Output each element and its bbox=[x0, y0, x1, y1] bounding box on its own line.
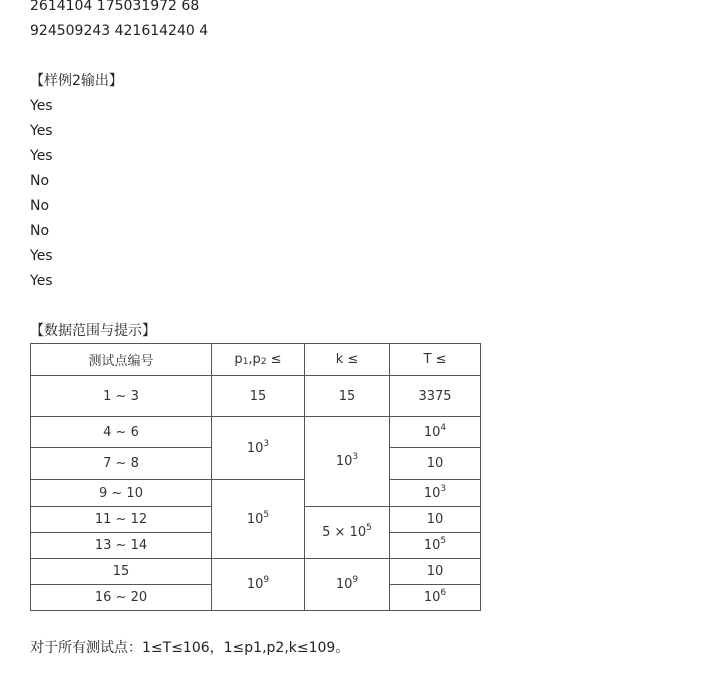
t-base: 10 bbox=[423, 485, 441, 501]
cell-t-bound: 10 bbox=[390, 559, 481, 585]
table-row bbox=[31, 480, 481, 507]
k-exponent: 9 bbox=[352, 575, 359, 585]
header-p-comma: ,p bbox=[248, 352, 261, 367]
cell-test-id: 4 ~ 6 bbox=[31, 417, 212, 448]
k-prefix: 5 × 10 bbox=[322, 525, 367, 540]
cell-p-bound-merged bbox=[212, 480, 305, 559]
header-p-sub1: 1 bbox=[242, 357, 249, 367]
sample-input-line: 924509243 421614240 4 bbox=[30, 23, 209, 39]
header-t-bound: T ≤ bbox=[390, 344, 481, 376]
t-base: 10 bbox=[423, 590, 441, 605]
output-line: Yes bbox=[30, 248, 53, 264]
cell-t-bound bbox=[390, 480, 481, 507]
p-exponent: 5 bbox=[263, 509, 270, 520]
t-base: 10 bbox=[423, 538, 441, 553]
table-row bbox=[31, 376, 481, 417]
cell-p-bound-merged bbox=[212, 559, 305, 611]
range-heading: 【数据范围与提示】 bbox=[30, 323, 156, 339]
table-row bbox=[31, 417, 481, 448]
cell-test-id: 9 ~ 10 bbox=[31, 480, 212, 507]
p-base: 10 bbox=[246, 577, 264, 592]
k-base: 10 bbox=[335, 577, 353, 592]
cell-t-bound bbox=[390, 585, 481, 611]
t-exponent: 5 bbox=[440, 536, 447, 546]
header-test-id: 测试点编号 bbox=[31, 344, 212, 376]
cell-t-bound bbox=[390, 533, 481, 559]
k-base: 10 bbox=[335, 454, 353, 469]
header-p-le: ≤ bbox=[266, 352, 282, 367]
cell-test-id: 11 ~ 12 bbox=[31, 507, 212, 533]
cell-test-id: 15 bbox=[31, 559, 212, 585]
p-base: 10 bbox=[246, 440, 264, 456]
t-exponent: 6 bbox=[440, 588, 447, 598]
k-exponent: 5 bbox=[366, 523, 372, 533]
t-exponent: 4 bbox=[440, 422, 447, 433]
p-base: 10 bbox=[246, 511, 264, 527]
cell-p-bound: 15 bbox=[212, 376, 305, 417]
cell-t-bound: 3375 bbox=[390, 376, 481, 417]
output-line: Yes bbox=[30, 273, 53, 289]
table-row bbox=[31, 559, 481, 585]
k-exponent: 3 bbox=[352, 452, 359, 462]
output-line: No bbox=[30, 198, 50, 214]
header-p-letter: p bbox=[234, 352, 243, 367]
cell-k-bound-merged bbox=[305, 417, 390, 507]
sample-input-line: 2614104 175031972 68 bbox=[30, 0, 200, 14]
header-p-bound bbox=[212, 344, 305, 376]
cell-p-bound-merged bbox=[212, 417, 305, 480]
cell-t-bound bbox=[390, 417, 481, 448]
t-exponent: 3 bbox=[440, 483, 447, 494]
output-line: Yes bbox=[30, 98, 53, 114]
cell-k-bound-merged bbox=[305, 559, 390, 611]
cell-k-bound-merged bbox=[305, 507, 390, 559]
header-p-sub2: 2 bbox=[260, 357, 267, 367]
cell-test-id: 16 ~ 20 bbox=[31, 585, 212, 611]
cell-test-id: 1 ~ 3 bbox=[31, 376, 212, 417]
data-range-table bbox=[30, 343, 481, 611]
output-line: Yes bbox=[30, 123, 53, 139]
p-exponent: 3 bbox=[263, 438, 270, 449]
p-exponent: 9 bbox=[263, 575, 270, 585]
output-line: No bbox=[30, 173, 50, 189]
cell-test-id: 7 ~ 8 bbox=[31, 448, 212, 480]
cell-t-bound: 10 bbox=[390, 507, 481, 533]
output-line: No bbox=[30, 223, 50, 239]
constraints-note: 对于所有测试点：1≤T≤106，1≤p1,p2,k≤109。 bbox=[30, 640, 350, 656]
t-base: 10 bbox=[423, 424, 441, 440]
cell-test-id: 13 ~ 14 bbox=[31, 533, 212, 559]
table-header-row bbox=[31, 344, 481, 376]
header-k-bound: k ≤ bbox=[305, 344, 390, 376]
output-line: Yes bbox=[30, 148, 53, 164]
cell-t-bound: 10 bbox=[390, 448, 481, 480]
cell-k-bound: 15 bbox=[305, 376, 390, 417]
sample2-output-heading: 【样例2输出】 bbox=[30, 73, 123, 89]
